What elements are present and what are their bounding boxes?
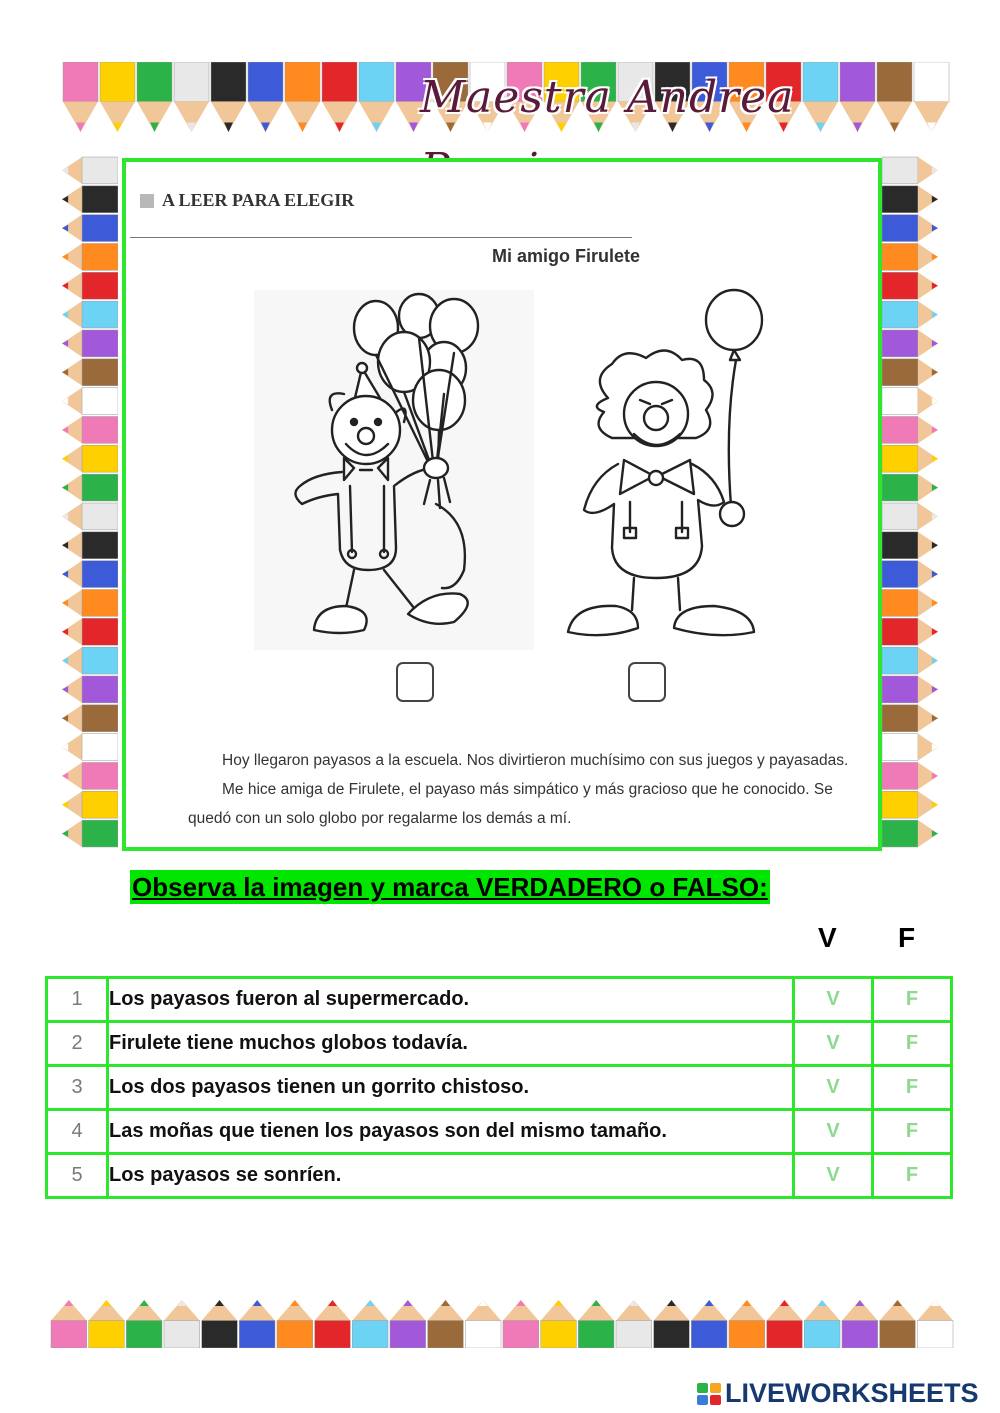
statement-text: Los dos payasos tienen un gorrito chistoso. xyxy=(108,1066,794,1110)
pencil xyxy=(62,561,118,588)
pencil xyxy=(62,272,118,299)
story-text xyxy=(188,746,876,833)
table-row xyxy=(47,978,952,1022)
pencil xyxy=(62,676,118,703)
pencil xyxy=(62,503,118,530)
pencil xyxy=(882,676,938,703)
pencil xyxy=(390,1300,426,1348)
pencil xyxy=(882,734,938,761)
pencil xyxy=(211,62,246,132)
pencil xyxy=(62,705,118,732)
pencil xyxy=(164,1300,200,1348)
story-title: Mi amigo Firulete xyxy=(492,246,641,266)
statement-text: Firulete tiene muchos globos todavía. xyxy=(108,1022,794,1066)
choice-box-clown-1[interactable] xyxy=(396,662,434,702)
pencil xyxy=(882,186,938,213)
story-line-2: Me hice amiga de Firulete, el payaso más simpático y más gracioso que he conocido. Se xyxy=(222,781,833,798)
pencil xyxy=(882,618,938,645)
pencil xyxy=(882,561,938,588)
pencil xyxy=(126,1300,162,1348)
pencil xyxy=(62,244,118,271)
pencil xyxy=(882,474,938,501)
pencil xyxy=(842,1300,878,1348)
pencil xyxy=(767,1300,803,1348)
pencil-border-left xyxy=(60,156,118,848)
firulete-clown-illustration xyxy=(554,288,769,650)
pencil xyxy=(202,1300,238,1348)
section-divider xyxy=(130,237,632,238)
instruction-heading: Observa la imagen y marca VERDADERO o FALSO: xyxy=(132,872,768,902)
column-header-v: V xyxy=(818,922,837,953)
pencil xyxy=(882,820,938,847)
reading-frame xyxy=(122,158,882,851)
pencil xyxy=(882,359,938,386)
pencil xyxy=(882,532,938,559)
pencil xyxy=(359,62,394,132)
pencil xyxy=(917,1300,953,1348)
pencil xyxy=(691,1300,727,1348)
pencil xyxy=(616,1300,652,1348)
pencil xyxy=(62,359,118,386)
option-true[interactable]: V xyxy=(794,978,873,1022)
pencil xyxy=(882,791,938,818)
pencil xyxy=(729,1300,765,1348)
true-false-table xyxy=(45,976,953,1199)
pencil xyxy=(541,1300,577,1348)
option-true[interactable]: V xyxy=(794,1022,873,1066)
teacher-signature: Maestra Andrea xyxy=(420,72,795,123)
pencil xyxy=(882,705,938,732)
pencil xyxy=(804,1300,840,1348)
pencil xyxy=(465,1300,501,1348)
pencil xyxy=(882,417,938,444)
pencil xyxy=(62,445,118,472)
pencil xyxy=(352,1300,388,1348)
square-bullet-icon xyxy=(140,194,154,208)
statement-text: Las moñas que tienen los payasos son del mismo tamaño. xyxy=(108,1110,794,1154)
pencil xyxy=(62,474,118,501)
pencil xyxy=(882,330,938,357)
pencil xyxy=(62,532,118,559)
row-number: 5 xyxy=(47,1154,108,1198)
option-false[interactable]: F xyxy=(873,1110,952,1154)
pencil xyxy=(62,590,118,617)
pencil xyxy=(503,1300,539,1348)
pencil xyxy=(62,763,118,790)
pencil xyxy=(62,157,118,184)
row-number: 3 xyxy=(47,1066,108,1110)
table-row xyxy=(47,1154,952,1198)
pencil xyxy=(62,388,118,415)
pencil xyxy=(62,734,118,761)
row-number: 2 xyxy=(47,1022,108,1066)
pencil xyxy=(882,590,938,617)
option-false[interactable]: F xyxy=(873,1154,952,1198)
option-false[interactable]: F xyxy=(873,978,952,1022)
pencil xyxy=(62,215,118,242)
choice-box-clown-2[interactable] xyxy=(628,662,666,702)
pencil xyxy=(322,62,357,132)
pencil xyxy=(882,503,938,530)
option-true[interactable]: V xyxy=(794,1110,873,1154)
liveworksheets-mark-icon xyxy=(697,1383,721,1405)
pencil xyxy=(239,1300,275,1348)
pencil xyxy=(882,244,938,271)
row-number: 1 xyxy=(47,978,108,1022)
option-true[interactable]: V xyxy=(794,1066,873,1110)
pencil xyxy=(51,1300,87,1348)
table-row xyxy=(47,1110,952,1154)
option-false[interactable]: F xyxy=(873,1022,952,1066)
pencil xyxy=(882,388,938,415)
option-true[interactable]: V xyxy=(794,1154,873,1198)
pencil xyxy=(62,417,118,444)
pencil xyxy=(62,618,118,645)
statement-text: Los payasos se sonríen. xyxy=(108,1154,794,1198)
pencil xyxy=(882,445,938,472)
pencil xyxy=(89,1300,125,1348)
pencil xyxy=(428,1300,464,1348)
column-header-f: F xyxy=(898,922,916,953)
row-number: 4 xyxy=(47,1110,108,1154)
pencil xyxy=(62,647,118,674)
pencil xyxy=(882,215,938,242)
table-row xyxy=(47,1066,952,1110)
pencil xyxy=(62,186,118,213)
pencil xyxy=(62,330,118,357)
pencil xyxy=(137,62,172,132)
pencil xyxy=(578,1300,614,1348)
pencil xyxy=(62,820,118,847)
liveworksheets-logo xyxy=(697,1378,979,1409)
story-line-1: Hoy llegaron payasos a la escuela. Nos divirtieron muchísimo con sus juegos y payasadas. xyxy=(222,752,849,769)
pencil xyxy=(880,1300,916,1348)
pencil xyxy=(62,791,118,818)
pencil-border-bottom xyxy=(50,1298,954,1348)
pencil xyxy=(882,157,938,184)
pencil xyxy=(882,272,938,299)
pencil xyxy=(882,301,938,328)
section-label: A LEER PARA ELEGIR xyxy=(162,190,355,210)
option-false[interactable]: F xyxy=(873,1066,952,1110)
liveworksheets-brand: LIVEWORKSHEETS xyxy=(725,1378,979,1408)
pencil xyxy=(62,301,118,328)
pencil xyxy=(277,1300,313,1348)
table-row xyxy=(47,1022,952,1066)
story-line-3: quedó con un solo globo por regalarme los demás a mí. xyxy=(188,810,572,827)
pencil xyxy=(654,1300,690,1348)
section-heading xyxy=(140,190,354,211)
pencil xyxy=(248,62,283,132)
pencil-border-right xyxy=(882,156,940,848)
pencil xyxy=(882,647,938,674)
pencil xyxy=(882,763,938,790)
pencil xyxy=(63,62,98,132)
pencil xyxy=(285,62,320,132)
pencil xyxy=(100,62,135,132)
pencil xyxy=(174,62,209,132)
statement-text: Los payasos fueron al supermercado. xyxy=(108,978,794,1022)
clown-with-balloons-illustration xyxy=(254,290,534,650)
pencil xyxy=(315,1300,351,1348)
